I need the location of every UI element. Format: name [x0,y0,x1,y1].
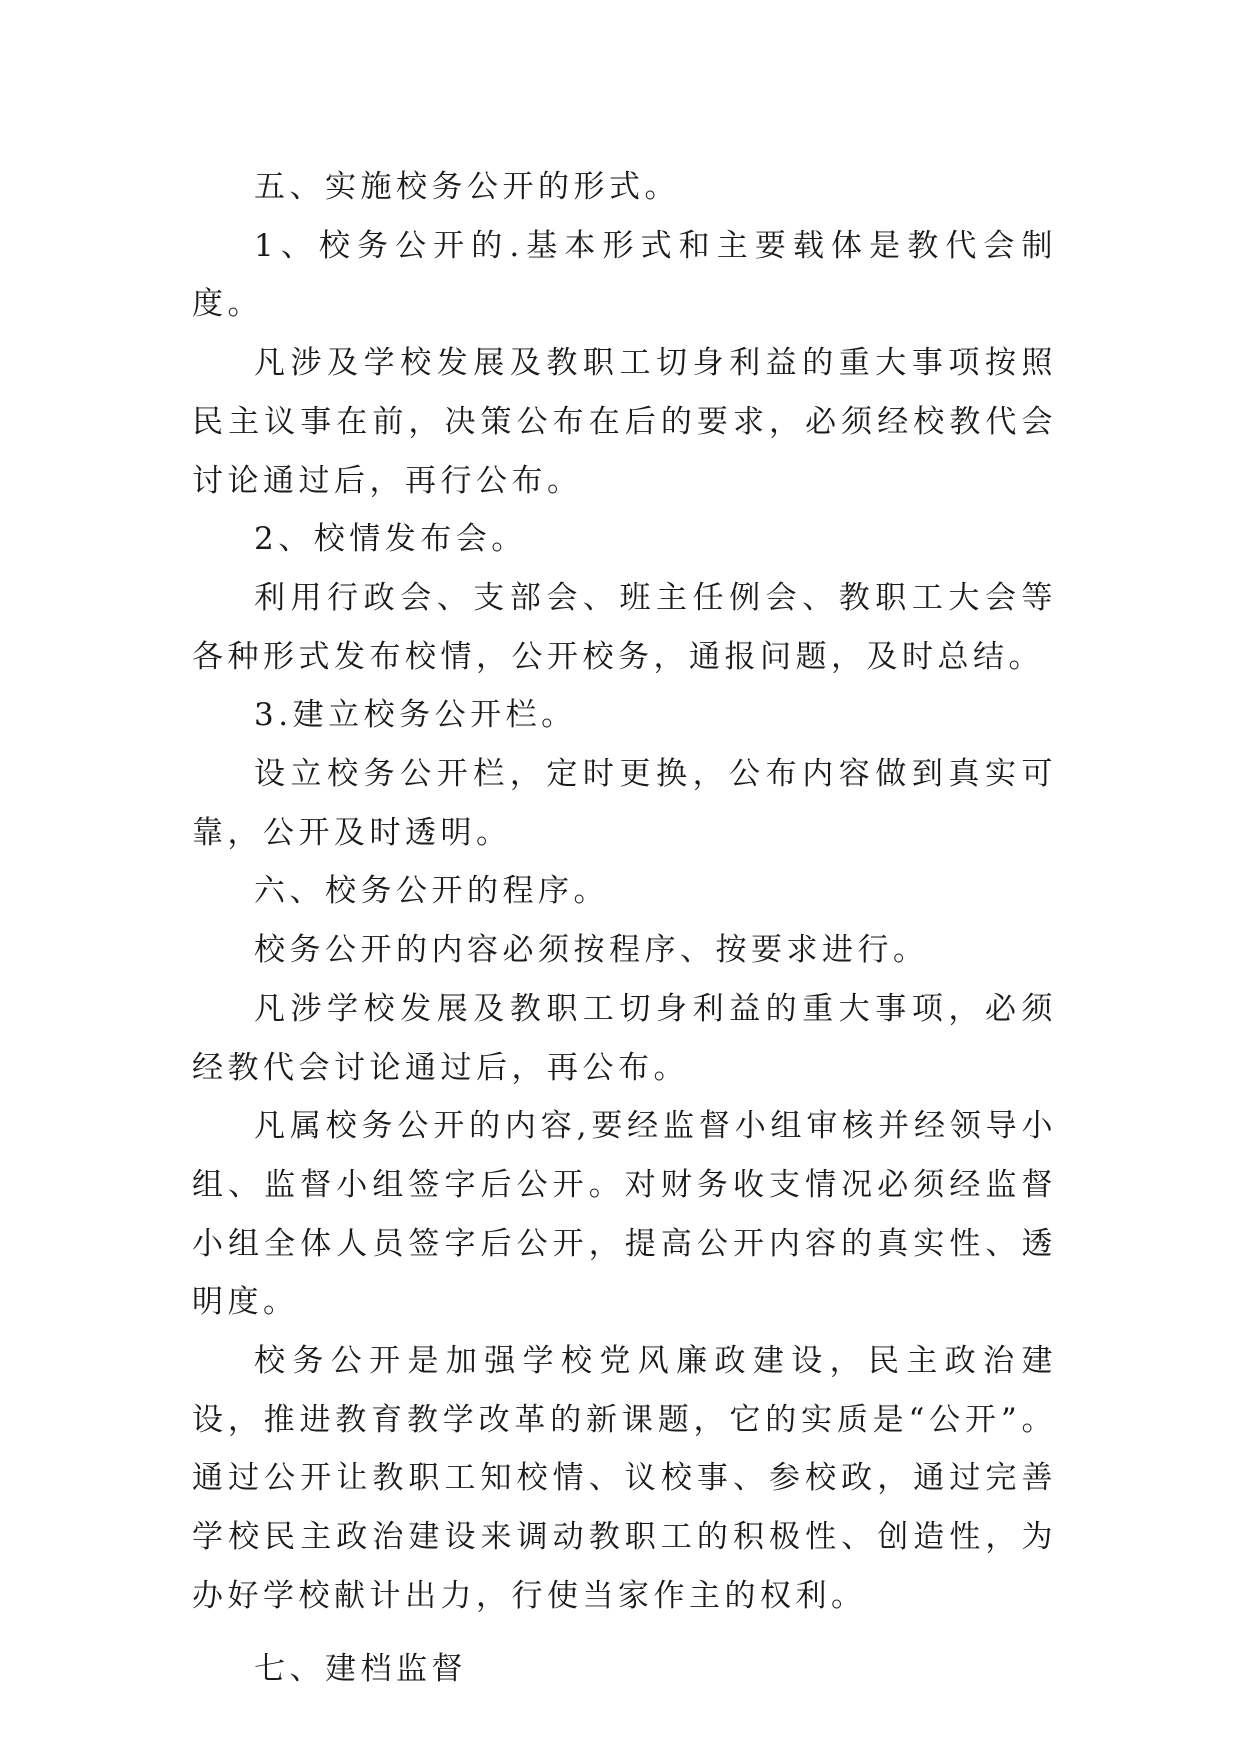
document-body [192,158,1057,1698]
paragraph-item-3: 3.建立校务公开栏。 [254,697,577,734]
section-heading-six: 六、校务公开的程序。 [254,873,609,910]
paragraph-item-1-detail: 凡涉及学校发展及教职工切身利益的重大事项按照民主议事在前，决策公布在后的要求，必须经校教代会讨论通过后，再行公布。 [192,345,1057,499]
paragraph-item-2: 2、校情发布会。 [254,521,527,558]
section-heading-seven: 七、建档监督 [254,1650,467,1687]
paragraph-item-1: 1、校务公开的.基本形式和主要载体是教代会制度。 [192,227,1057,323]
paragraph-procedure-review: 凡属校务公开的内容,要经监督小组审核并经领导小组、监督小组签字后公开。对财务收支情况必须经监督小组全体人员签字后公开，提高公开内容的真实性、透明度。 [192,1108,1057,1321]
paragraph-procedure-intro: 校务公开的内容必须按程序、按要求进行。 [254,932,929,969]
section-heading-five: 五、实施校务公开的形式。 [254,169,680,205]
paragraph-item-3-detail: 设立校务公开栏，定时更换，公布内容做到真实可靠，公开及时透明。 [192,756,1057,851]
paragraph-summary: 校务公开是加强学校党风廉政建设，民主政治建设，推进教育教学改革的新课题，它的实质是“公开”。通过公开让教职工知校情、议校事、参校政，通过完善学校民主政治建设来调动教职工的积极性、创造性，为办好学校献计出力，行使当家作主的权利。 [192,1343,1057,1614]
paragraph-procedure-major: 凡涉学校发展及教职工切身利益的重大事项，必须经教代会讨论通过后，再公布。 [192,990,1057,1086]
paragraph-item-2-detail: 利用行政会、支部会、班主任例会、教职工大会等各种形式发布校情，公开校务，通报问题，及时总结。 [192,579,1057,675]
